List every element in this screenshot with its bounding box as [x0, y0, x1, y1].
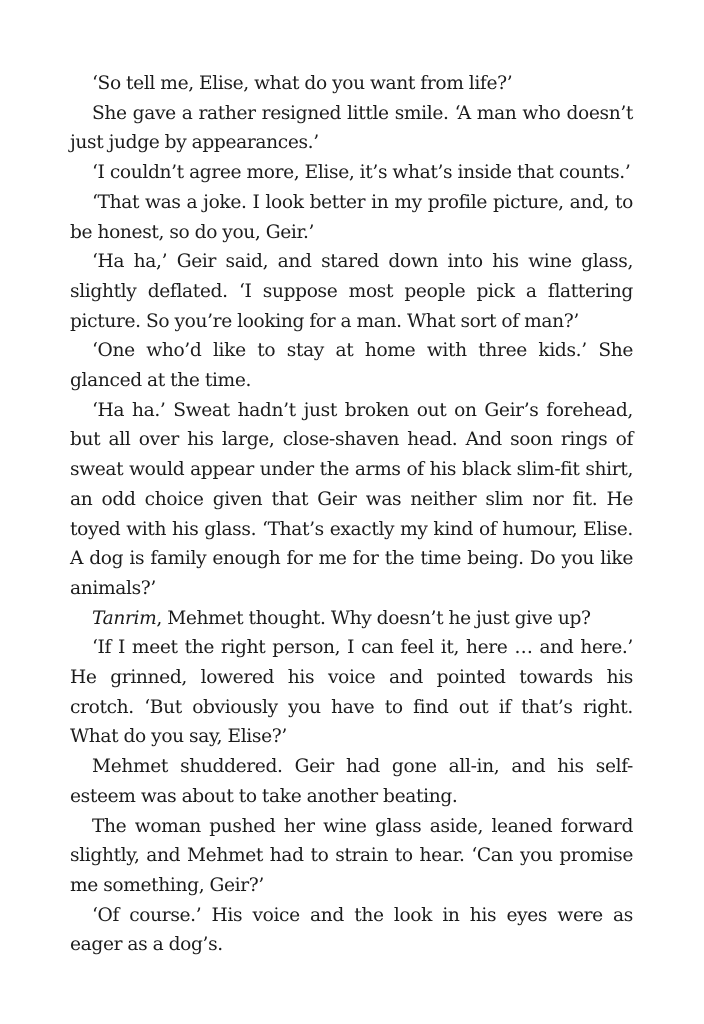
paragraph: The woman pushed her wine glass aside, leaned forward slightly, and Mehmet had to strain to hear. ‘Can you promise me something, Geir?’ [70, 815, 633, 896]
paragraph: She gave a rather resigned little smile. ‘A man who doesn’t just judge by appearances.’ [70, 102, 633, 154]
paragraph: ‘Of course.’ His voice and the look in his eyes were as eager as a dog’s. [70, 904, 633, 956]
paragraph [70, 604, 633, 634]
paragraph: ‘If I meet the right person, I can feel it, here … and here.’ He grinned, lowered his voice and pointed towards his crotch. ‘But obviously you have to find out if that’s right. What do you say, Elise?’ [70, 637, 633, 748]
paragraph: ‘Ha ha,’ Geir said, and stared down into his wine glass, slightly deflated. ‘I suppose most people pick a flattering picture. So you’re looking for a man. What sort of man?’ [70, 251, 633, 332]
italic-word: Tanrim [92, 607, 157, 629]
paragraph: Mehmet shuddered. Geir had gone all-in, and his self-esteem was about to take another beating. [70, 756, 633, 807]
paragraph: ‘One who’d like to stay at home with three kids.’ She glanced at the time. [70, 340, 633, 392]
paragraph: ‘That was a joke. I look better in my profile picture, and, to be honest, so do you, Geir.’ [70, 191, 633, 243]
paragraph: ‘Ha ha.’ Sweat hadn’t just broken out on Geir’s forehead, but all over his large, close-shaven head. And soon rings of sweat would appear under the arms of his black slim-fit shirt, an odd choice given that Geir was neither slim nor fit. He toyed with his glass. ‘That’s exactly my kind of humour, Elise. A dog is family enough for me for the time being. Do you like animals?’ [70, 399, 633, 599]
paragraph: ‘So tell me, Elise, what do you want from life?’ [92, 73, 513, 94]
paragraph: ‘I couldn’t agree more, Elise, it’s what’s inside that counts.’ [92, 162, 631, 184]
body-text [70, 69, 633, 960]
paragraph-rest: , Mehmet thought. Why doesn’t he just give up? [156, 607, 591, 629]
